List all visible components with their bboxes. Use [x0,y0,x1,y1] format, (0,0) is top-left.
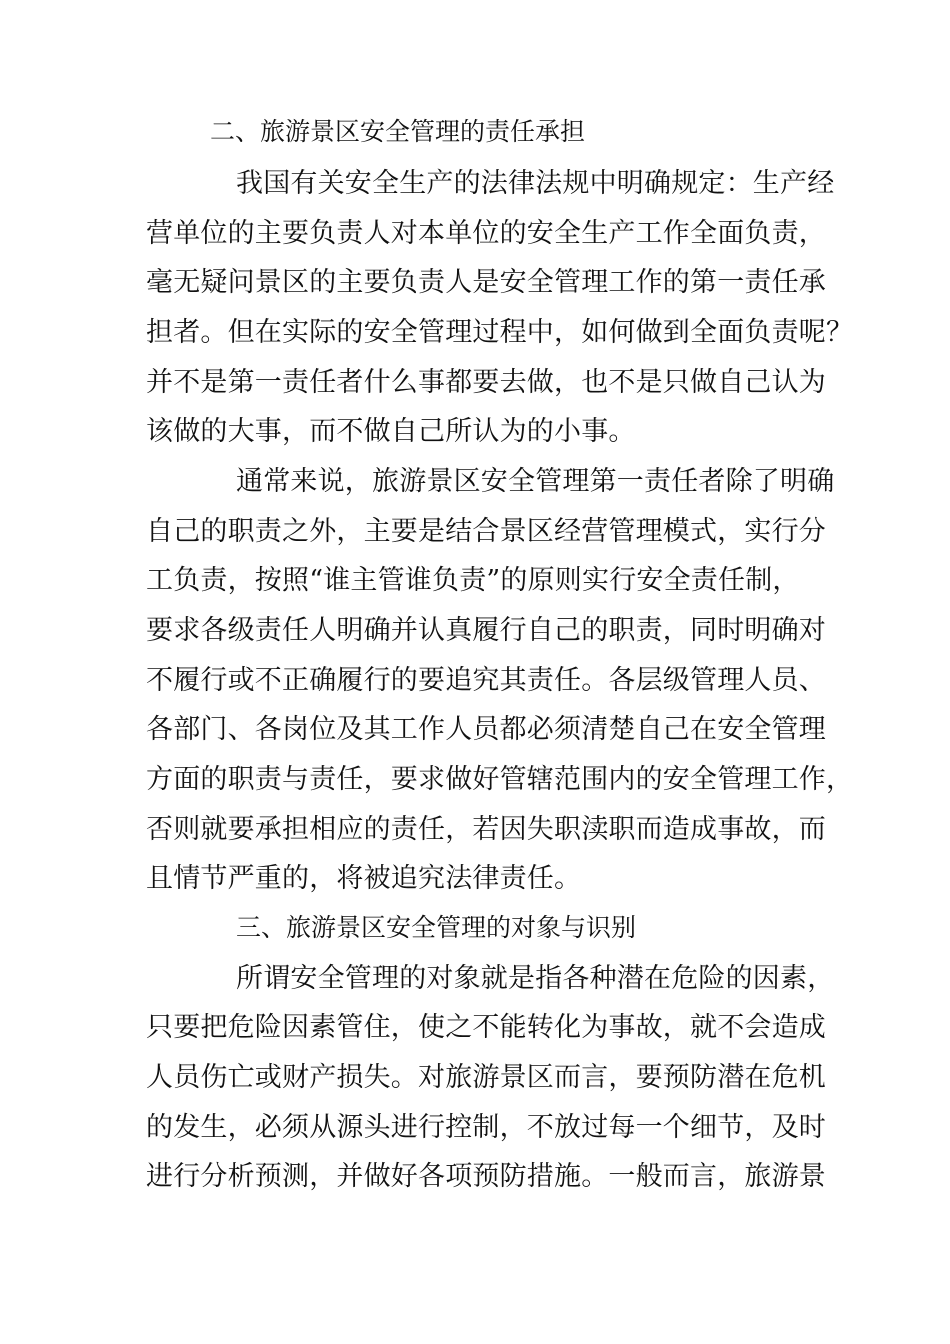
paragraph-3-line-1: 所谓安全管理的对象就是指各种潜在危险的因素， [236,963,835,994]
paragraph-3-line-5: 进行分析预测，并做好各项预防措施。一般而言，旅游景 [146,1161,826,1192]
paragraph-3-line-3: 人员伤亡或财产损失。对旅游景区而言，要预防潜在危机 [146,1062,826,1093]
paragraph-3-line-2: 只要把危险因素管住，使之不能转化为事故，就不会造成 [146,1012,826,1043]
section-heading-2: 二、旅游景区安全管理的责任承担 [210,117,586,146]
paragraph-1-line-5: 并不是第一责任者什么事都要去做，也不是只做自己认为 [146,367,826,398]
paragraph-3-line-4: 的发生，必须从源头进行控制，不放过每一个细节，及时 [146,1112,826,1143]
paragraph-2-line-4: 要求各级责任人明确并认真履行自己的职责，同时明确对 [146,615,826,646]
paragraph-2-line-5: 不履行或不正确履行的要追究其责任。各层级管理人员、 [146,665,826,696]
paragraph-1-line-6: 该做的大事，而不做自己所认为的小事。 [146,416,636,447]
section-heading-3: 三、旅游景区安全管理的对象与识别 [236,913,637,942]
paragraph-1-line-4: 担者。但在实际的安全管理过程中，如何做到全面负责呢？ [146,317,854,348]
paragraph-2-line-3: 工负责，按照“谁主管谁负责”的原则实行安全责任制， [146,565,800,596]
paragraph-1-line-2: 营单位的主要负责人对本单位的安全生产工作全面负责， [146,218,826,249]
paragraph-2-line-9: 且情节严重的，将被追究法律责任。 [146,863,582,894]
paragraph-2-line-2: 自己的职责之外，主要是结合景区经营管理模式，实行分 [146,516,826,547]
paragraph-2-line-1: 通常来说，旅游景区安全管理第一责任者除了明确 [236,466,835,497]
paragraph-2-line-8: 否则就要承担相应的责任，若因失职渎职而造成事故，而 [146,814,826,845]
paragraph-1-line-3: 毫无疑问景区的主要负责人是安全管理工作的第一责任承 [146,267,826,298]
paragraph-2-line-6: 各部门、各岗位及其工作人员都必须清楚自己在安全管理 [146,714,826,745]
paragraph-1-line-1: 我国有关安全生产的法律法规中明确规定：生产经 [236,168,835,199]
paragraph-2-line-7: 方面的职责与责任，要求做好管辖范围内的安全管理工作， [146,764,854,795]
